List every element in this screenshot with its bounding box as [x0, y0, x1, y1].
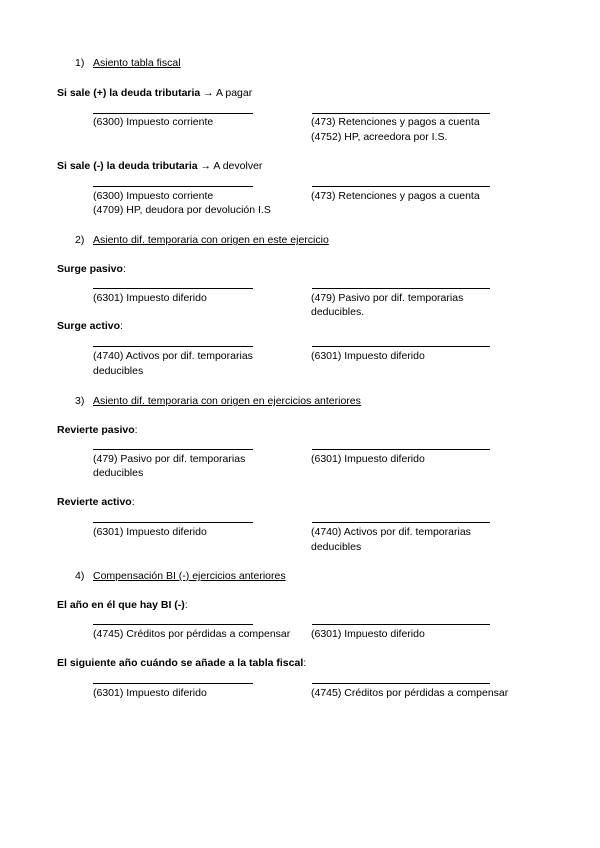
heading-rest: :	[120, 320, 123, 332]
debit-account: (4709) HP, deudora por devolución I.S	[93, 204, 271, 216]
heading-bold: Revierte activo	[57, 496, 132, 508]
credit-line	[312, 288, 490, 289]
heading-bold: Surge activo	[57, 320, 121, 332]
debit-line	[93, 624, 253, 625]
debit-account: (6301) Impuesto diferido	[93, 687, 207, 699]
debit-account: (6300) Impuesto corriente	[93, 116, 214, 128]
credit-line	[312, 522, 490, 523]
debit-account: deducibles	[93, 467, 144, 479]
heading-rest: :	[134, 424, 138, 436]
section-title: Asiento tabla fiscal	[93, 57, 181, 69]
credit-account: (4740) Activos por dif. temporarias	[311, 526, 471, 538]
section-number: 1)	[75, 57, 85, 69]
entry-heading	[57, 263, 126, 276]
credit-line	[312, 186, 490, 187]
heading-bold: Si sale (+) la deuda tributaria	[57, 87, 201, 99]
credit-account: (473) Retenciones y pagos a cuenta	[311, 116, 480, 128]
debit-account: (4745) Créditos por pérdidas a compensar	[93, 628, 291, 640]
section-number: 2)	[75, 234, 85, 246]
entry-heading	[57, 599, 188, 612]
credit-line	[312, 624, 490, 625]
section-number: 3)	[75, 395, 85, 407]
heading-bold: Si sale (-) la deuda tributaria	[57, 160, 198, 172]
section-title: Asiento dif. temporaria con origen en ejercicios anteriores	[93, 395, 361, 407]
credit-line	[312, 113, 490, 114]
heading-rest: :	[122, 263, 126, 275]
heading-rest: → A devolver	[197, 160, 263, 172]
debit-line	[93, 346, 253, 347]
credit-account: deducibles.	[311, 306, 365, 318]
heading-bold: Revierte pasivo	[57, 424, 135, 436]
credit-account: (6301) Impuesto diferido	[311, 453, 425, 465]
heading-rest: :	[303, 657, 307, 669]
entry-heading	[57, 160, 262, 173]
credit-line	[312, 449, 490, 450]
credit-line	[312, 683, 490, 684]
credit-account: (6301) Impuesto diferido	[311, 628, 425, 640]
heading-rest: :	[184, 599, 188, 611]
debit-line	[93, 186, 253, 187]
section-title: Compensación BI (-) ejercicios anteriores	[93, 570, 286, 582]
credit-account: deducibles	[311, 541, 362, 553]
debit-account: (6300) Impuesto corriente	[93, 190, 214, 202]
entry-heading	[57, 657, 306, 670]
debit-line	[93, 449, 253, 450]
section-title: Asiento dif. temporaria con origen en este ejercicio	[93, 234, 329, 246]
debit-account: (479) Pasivo por dif. temporarias	[93, 453, 246, 465]
entry-heading	[57, 87, 252, 100]
credit-line	[312, 346, 490, 347]
heading-rest: → A pagar	[200, 87, 253, 99]
heading-rest: :	[131, 496, 135, 508]
debit-account: (4740) Activos por dif. temporarias	[93, 350, 253, 362]
entry-heading	[57, 424, 138, 437]
credit-account: (473) Retenciones y pagos a cuenta	[311, 190, 480, 202]
entry-heading	[57, 496, 135, 509]
credit-account: (4752) HP, acreedora por I.S.	[311, 131, 448, 143]
heading-bold: El año en él que hay BI (-)	[57, 599, 185, 611]
entry-heading	[57, 320, 123, 333]
heading-bold: Surge pasivo	[57, 263, 123, 275]
debit-line	[93, 288, 253, 289]
debit-account: (6301) Impuesto diferido	[93, 526, 207, 538]
debit-account: (6301) Impuesto diferido	[93, 292, 207, 304]
debit-line	[93, 683, 253, 684]
debit-account: deducibles	[93, 365, 144, 377]
heading-bold: El siguiente año cuándo se añade a la tabla fiscal	[57, 657, 304, 669]
credit-account: (6301) Impuesto diferido	[311, 350, 425, 362]
section-number: 4)	[75, 570, 85, 582]
credit-account: (479) Pasivo por dif. temporarias	[311, 292, 464, 304]
debit-line	[93, 113, 253, 114]
debit-line	[93, 522, 253, 523]
credit-account: (4745) Créditos por pérdidas a compensar	[311, 687, 509, 699]
